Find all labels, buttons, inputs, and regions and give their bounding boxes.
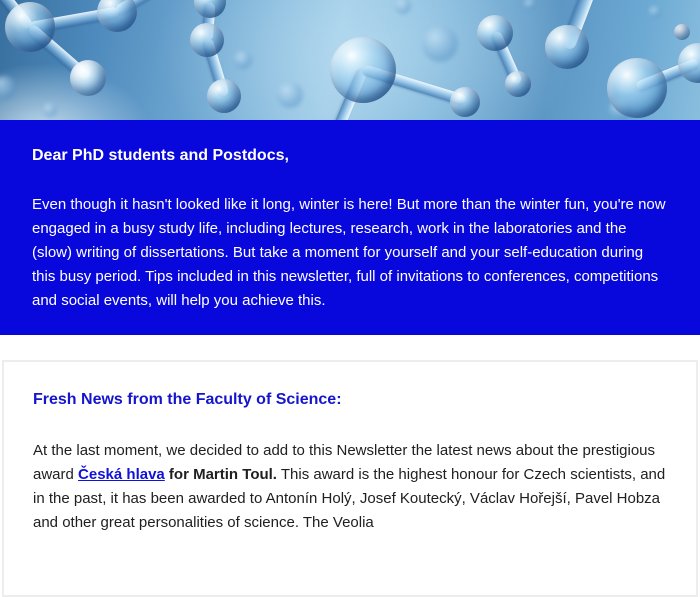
section-spacer	[0, 335, 700, 360]
molecule-sphere	[674, 24, 690, 40]
news-heading: Fresh News from the Faculty of Science:	[33, 391, 342, 408]
news-text-after-bold: This award is the highest honour for Czech scientists, and in the past, it has been awarded to Antonín Holý, Josef Koutecký, Václav Hořejší, Pavel Hobza and other great personalities of science. The Veolia	[33, 466, 666, 531]
molecule-sphere	[477, 15, 513, 51]
ceska-hlava-link[interactable]: Česká hlava	[78, 466, 165, 483]
molecule-sphere	[194, 0, 226, 18]
molecule-sphere	[422, 26, 458, 62]
molecule-sphere	[277, 82, 303, 108]
molecule-sphere	[607, 58, 667, 118]
news-card	[2, 360, 698, 597]
molecule-sphere	[5, 2, 55, 52]
molecule-sphere	[70, 60, 106, 96]
molecule-sphere	[678, 43, 700, 83]
greeting-text: Dear PhD students and Postdocs,	[32, 147, 289, 164]
molecule-sphere	[545, 25, 589, 69]
molecule-sphere	[395, 0, 411, 14]
molecule-sphere	[649, 6, 661, 18]
molecule-sphere	[330, 37, 396, 103]
news-bold-text: for Martin Toul.	[164, 466, 277, 483]
molecule-sphere	[234, 51, 252, 69]
molecule-sphere	[450, 87, 480, 117]
molecule-sphere	[190, 23, 224, 57]
newsletter-header-molecules-image	[0, 0, 700, 120]
molecule-sphere	[97, 0, 137, 32]
intro-paragraph: Even though it hasn't looked like it long, winter is here! But more than the winter fun, you're now engaged in a busy study life, including lectures, research, work in the laboratories and the (slow) writing of dissertations. But take a moment for yourself and your self-education during this busy period. Tips included in this newsletter, full of invitations to conferences, competitions and social events, will help you achieve this.	[32, 196, 666, 309]
intro-section	[0, 120, 700, 335]
news-text-before-link: At the last moment, we decided to add to this Newsletter the latest news about the prestigious award	[33, 442, 656, 483]
molecule-sphere	[207, 79, 241, 113]
molecule-sphere	[505, 71, 531, 97]
molecule-sphere	[524, 0, 536, 10]
molecule-sphere	[0, 76, 16, 100]
news-paragraph	[33, 439, 667, 535]
molecule-sphere	[43, 103, 57, 117]
